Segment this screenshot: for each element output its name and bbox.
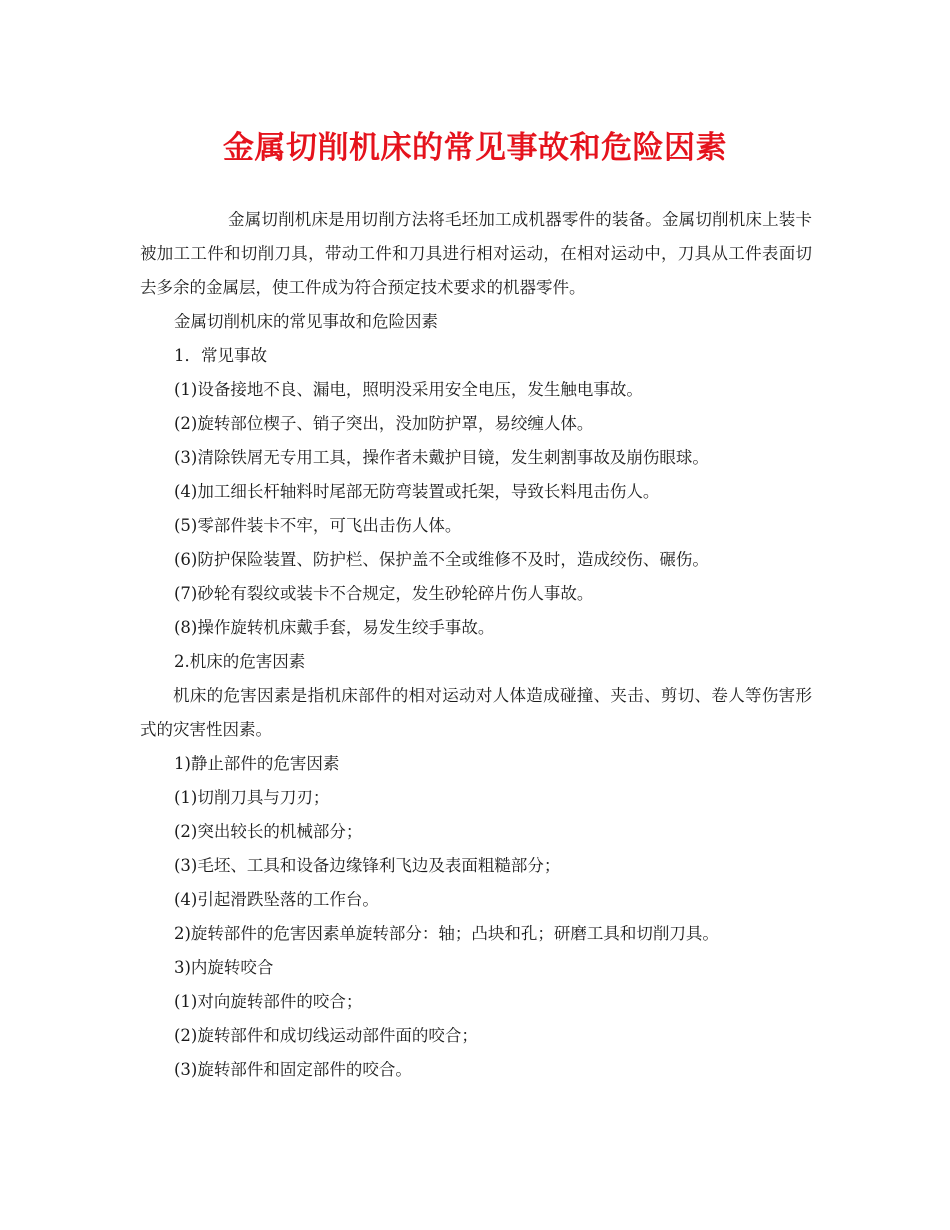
list-item: (5)零部件装卡不牢，可飞出击伤人体。 — [174, 516, 462, 535]
list-item: (2)突出较长的机械部分； — [174, 822, 363, 841]
list-item: (3)清除铁屑无专用工具，操作者未戴护目镜，发生刺割事故及崩伤眼球。 — [174, 448, 709, 467]
section-description: 机床的危害因素是指机床部件的相对运动对人体造成碰撞、夹击、剪切、卷人等伤害形式的灾害性因素。 — [140, 686, 812, 739]
list-item: (1)设备接地不良、漏电，照明没采用安全电压，发生触电事故。 — [174, 380, 643, 399]
list-item: (2)旋转部位楔子、销子突出，没加防护罩，易绞缠人体。 — [174, 414, 594, 433]
subsection-heading: 3)内旋转咬合 — [174, 958, 274, 977]
list-item: (2)旋转部件和成切线运动部件面的咬合； — [174, 1026, 478, 1045]
list-item: (8)操作旋转机床戴手套，易发生绞手事故。 — [174, 618, 495, 637]
subheading: 金属切削机床的常见事故和危险因素 — [174, 312, 438, 331]
list-item: (3)毛坯、工具和设备边缘锋利飞边及表面粗糙部分； — [174, 856, 561, 875]
list-item: (6)防护保险装置、防护栏、保护盖不全或维修不及时，造成绞伤、碾伤。 — [174, 550, 709, 569]
list-item: (3)旋转部件和固定部件的咬合。 — [174, 1060, 412, 1079]
section-heading: 1．常见事故 — [174, 346, 267, 365]
list-item: (4)引起滑跌坠落的工作台。 — [174, 890, 379, 909]
subsection-heading: 1)静止部件的危害因素 — [174, 754, 340, 773]
list-item: (1)对向旋转部件的咬合； — [174, 992, 363, 1011]
document-title: 金属切削机床的常见事故和危险因素 — [223, 130, 727, 166]
subsection-heading: 2)旋转部件的危害因素单旋转部分：轴；凸块和孔；研磨工具和切削刀具。 — [174, 924, 719, 943]
list-item: (4)加工细长杆轴料时尾部无防弯装置或托架，导致长料甩击伤人。 — [174, 482, 660, 501]
section-heading: 2.机床的危害因素 — [174, 652, 306, 671]
intro-paragraph: 金属切削机床是用切削方法将毛坯加工成机器零件的装备。金属切削机床上装卡被加工工件和切削刀具，带动工件和刀具进行相对运动，在相对运动中，刀具从工件表面切去多余的金属层，使工件成为符合预定技术要求的机器零件。 — [140, 210, 812, 297]
list-item: (1)切削刀具与刀刃； — [174, 788, 330, 807]
list-item: (7)砂轮有裂纹或装卡不合规定，发生砂轮碎片伤人事故。 — [174, 584, 594, 603]
document-body — [140, 203, 812, 1087]
